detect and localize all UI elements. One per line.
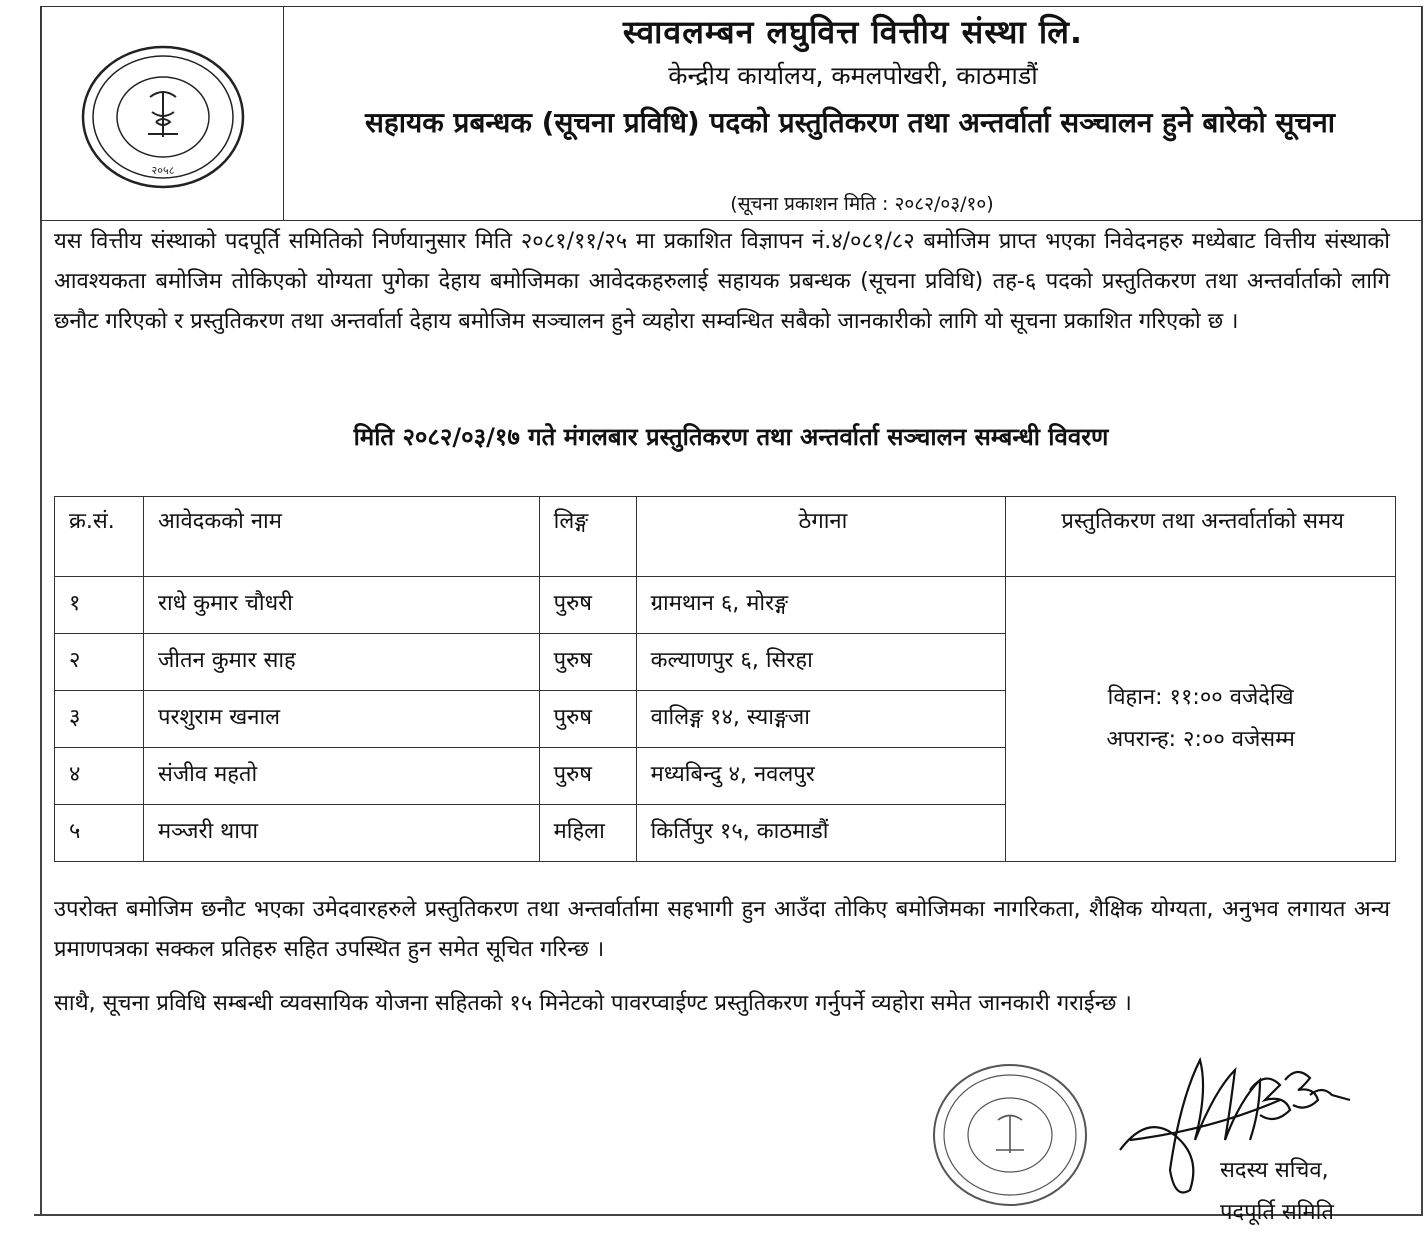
gender-cell: पुरुष [539, 634, 636, 691]
gender-cell: महिला [539, 805, 636, 862]
interview-time-cell [1006, 577, 1396, 862]
col-header-serial: क्र.सं. [55, 497, 144, 577]
serial-cell: ५ [55, 805, 144, 862]
name-cell: परशुराम खनाल [143, 691, 539, 748]
serial-cell: १ [55, 577, 144, 634]
table-header-row [55, 497, 1396, 577]
svg-text:२०५८: २०५८ [151, 164, 175, 177]
gender-cell: पुरुष [539, 577, 636, 634]
signatory-committee: पदपूर्ति समिति [1220, 1200, 1334, 1225]
page-bottom-border [34, 1214, 1422, 1216]
instruction-paragraph: उपरोक्त बमोजिम छनौट भएका उमेदवारहरुले प्रस्तुतिकरण तथा अन्तर्वार्तामा सहभागी हुन आउँदा तोकिए बमोजिमका नागरिकता, शैक्षिक योग्यता, अनुभव लगायत अन्य प्रमाणपत्रका सक्कल प्रतिहरु सहित उपस्थित हुन समेत सूचित गरिन्छ । [54, 897, 1390, 962]
name-cell: राधे कुमार चौधरी [143, 577, 539, 634]
name-cell: मञ्जरी थापा [143, 805, 539, 862]
serial-cell: ३ [55, 691, 144, 748]
col-header-gender: लिङ्ग [539, 497, 636, 577]
col-header-address: ठेगाना [636, 497, 1006, 577]
address-cell: ग्रामथान ६, मोरङ्ग [636, 577, 1006, 634]
logo-cell [40, 6, 284, 221]
notice-title: सहायक प्रबन्धक (सूचना प्रविधि) पदको प्रस्तुतिकरण तथा अन्तर्वार्ता सञ्चालन हुने बारेको सूचना [364, 106, 1336, 139]
signatory-title: सदस्य सचिव, [1220, 1158, 1329, 1183]
serial-cell: ४ [55, 748, 144, 805]
name-cell: संजीव महतो [143, 748, 539, 805]
organization-logo [78, 42, 248, 192]
address-cell: किर्तिपुर १५, काठमाडौं [636, 805, 1006, 862]
gender-cell: पुरुष [539, 748, 636, 805]
presentation-paragraph: साथै, सूचना प्रविधि सम्बन्धी व्यवसायिक योजना सहितको १५ मिनेटको पावरप्वाईण्ट प्रस्तुतिकरण गर्नुपर्ने व्यहोरा समेत जानकारी गराईन्छ । [54, 991, 1132, 1016]
publication-date: (सूचना प्रकाशन मिति : २०८२/०३/१०) [730, 193, 994, 215]
time-end: अपरान्ह: २:०० वजेसम्म [1106, 727, 1295, 752]
office-address: केन्द्रीय कार्यालय, कमलपोखरी, काठमाडौं [668, 61, 1038, 90]
candidate-table [54, 496, 1396, 862]
office-stamp [930, 1060, 1090, 1210]
signatory-block [1220, 1150, 1334, 1234]
address-cell: वालिङ्ग १४, स्याङ्गजा [636, 691, 1006, 748]
name-cell: जीतन कुमार साह [143, 634, 539, 691]
address-cell: कल्याणपुर ६, सिरहा [636, 634, 1006, 691]
col-header-time: प्रस्तुतिकरण तथा अन्तर्वार्ताको समय [1006, 497, 1396, 577]
address-cell: मध्यबिन्दु ४, नवलपुर [636, 748, 1006, 805]
intro-paragraph: यस वित्तीय संस्थाको पदपूर्ति समितिको निर्णयानुसार मिति २०८१/११/२५ मा प्रकाशित विज्ञापन नं.४/०८१/८२ बमोजिम प्राप्त भएका निवेदनहरु मध्येबाट वित्तीय संस्थाको आवश्यकता बमोजिम तोकिएको योग्यता पुगेका देहाय बमोजिमका आवेदकहरुलाई सहायक प्रबन्धक (सूचना प्रविधि) तह-६ पदको प्रस्तुतिकरण तथा अन्तर्वार्ताको लागि छनौट गरिएको र प्रस्तुतिकरण तथा अन्तर्वार्ता देहाय बमोजिम सञ्चालन हुने व्यहोरा सम्वन्धित सबैको जानकारीको लागि यो सूचना प्रकाशित गरिएको छ । [54, 229, 1390, 334]
organization-name: स्वावलम्बन लघुवित्त वित्तीय संस्था लि. [622, 13, 1084, 51]
serial-cell: २ [55, 634, 144, 691]
schedule-heading: मिति २०८२/०३/१७ गते मंगलबार प्रस्तुतिकरण तथा अन्तर्वार्ता सञ्चालन सम्बन्धी विवरण [353, 423, 1109, 451]
gender-cell: पुरुष [539, 691, 636, 748]
time-start: विहान: ११:०० वजेदेखि [1107, 685, 1294, 710]
table-row [55, 577, 1396, 634]
col-header-name: आवेदकको नाम [143, 497, 539, 577]
